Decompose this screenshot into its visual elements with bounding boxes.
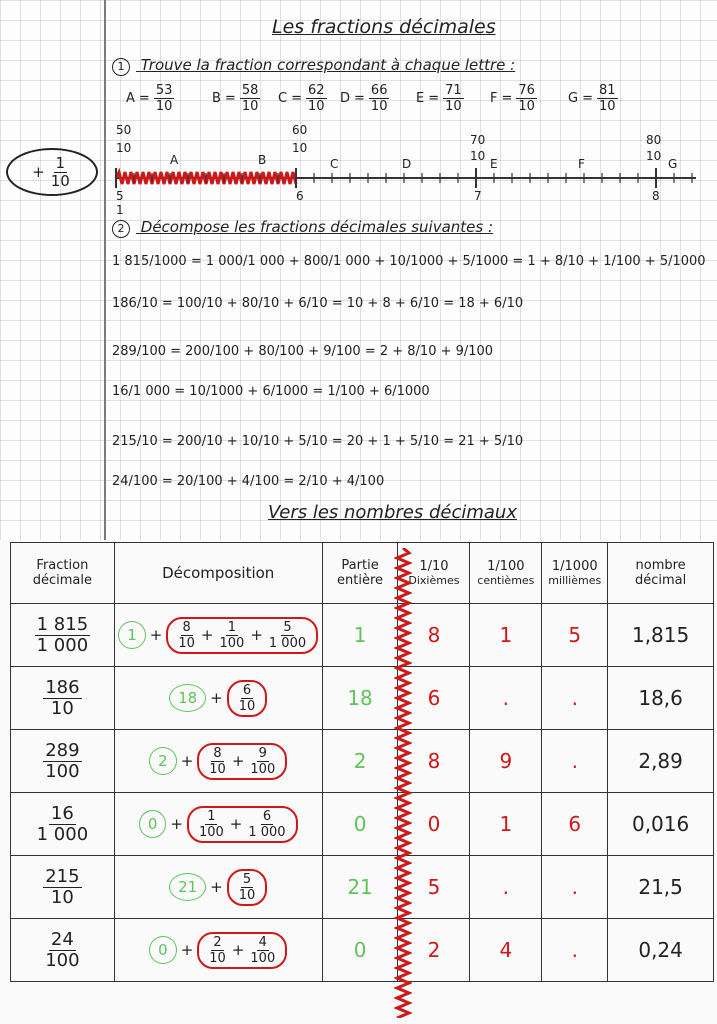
nl-frac-50-den: 10 [116, 141, 132, 155]
centiemes-cell: 1 [470, 793, 542, 856]
nombre-decimal-cell: 21,5 [608, 856, 714, 919]
decomposition-cell: 1 + $\frac{8}{10}$ + $\frac{1}{100}$ + $\frac{5}{1 000}$ [115, 617, 322, 654]
nl-frac-80-den: 10 [646, 149, 662, 163]
decomposition-cell: 18 + $\frac{6}{10}$ [115, 680, 322, 717]
milliemes-cell: . [542, 919, 608, 982]
fraction-cell: $\frac{16}{1 000}$ [11, 793, 115, 856]
decomposition-line: 289/100 = 200/100 + 80/100 + 9/100 = 2 + 8/10 + 9/100 [112, 344, 494, 359]
milliemes-cell: . [542, 730, 608, 793]
integer-part-oval: 1 [118, 621, 146, 649]
nombre-decimal-cell: 0,24 [608, 919, 714, 982]
table-row [11, 793, 714, 856]
decomposition-cell: 2 + $\frac{8}{10}$ + $\frac{9}{100}$ [115, 743, 322, 780]
fraction-cell: $\frac{289}{100}$ [11, 730, 115, 793]
letter-fraction: G = $\frac{81}{10}$ [568, 83, 616, 114]
nl-letter-a: A [170, 153, 179, 167]
centiemes-cell: 4 [470, 919, 542, 982]
dixiemes-cell: 5 [398, 856, 470, 919]
dixiemes-cell: 2 [398, 919, 470, 982]
nl-frac-60-num: 60 [292, 123, 308, 137]
margin-line [104, 0, 106, 540]
nl-letter-g: G [668, 157, 678, 171]
header-decomposition: Décomposition [114, 543, 322, 604]
nl-frac-60-den: 10 [292, 141, 308, 155]
number-line [104, 120, 704, 220]
integer-part-oval: 2 [149, 747, 177, 775]
milliemes-cell: . [542, 856, 608, 919]
decomposition-line: 1 815/1000 = 1 000/1 000 + 800/1 000 + 10/1000 + 5/1000 = 1 + 8/10 + 1/100 + 5/1000 [112, 254, 706, 269]
integer-part-oval: 0 [139, 810, 167, 838]
exercise-2-instruction [112, 218, 493, 238]
integer-part-oval: 21 [169, 873, 206, 901]
table-row [11, 730, 714, 793]
decomposition-line: 16/1 000 = 10/1000 + 6/1000 = 1/100 + 6/1000 [112, 384, 430, 399]
integer-part-oval: 0 [149, 936, 177, 964]
header-milliemes: 1/1000 millièmes [542, 543, 608, 604]
letter-fraction: F = $\frac{76}{10}$ [490, 83, 535, 114]
partie-entiere-cell: 2 [322, 730, 398, 793]
dixiemes-cell: 8 [398, 730, 470, 793]
table-row [11, 667, 714, 730]
table-header-row [11, 543, 714, 604]
fraction-cell: $\frac{24}{100}$ [11, 919, 115, 982]
step-note-oval: + $\frac{1}{10}$ [6, 148, 98, 196]
nl-letter-e: E [490, 157, 498, 171]
letter-fraction: D = $\frac{66}{10}$ [340, 83, 388, 114]
letter-fraction: B = $\frac{58}{10}$ [212, 83, 259, 114]
exercise-1-instruction [112, 56, 515, 76]
centiemes-cell: . [470, 667, 542, 730]
dixiemes-cell: 6 [398, 667, 470, 730]
decimal-table [10, 542, 714, 982]
fraction-part-oval: $\frac{1}{100}$ + $\frac{6}{1 000}$ [187, 806, 298, 843]
decomposition-cell: 0 + $\frac{1}{100}$ + $\frac{6}{1 000}$ [115, 806, 322, 843]
letter-fraction: E = $\frac{71}{10}$ [416, 83, 462, 114]
fraction-part-oval: $\frac{8}{10}$ + $\frac{1}{100}$ + $\frac{5}{1 000}$ [166, 617, 318, 654]
nl-frac-70-num: 70 [470, 133, 486, 147]
nl-int-7: 7 [474, 189, 482, 203]
letter-fraction: C = $\frac{62}{10}$ [278, 83, 325, 114]
table-row [11, 604, 714, 667]
fraction-cell: $\frac{186}{10}$ [11, 667, 115, 730]
page-title: Les fractions décimales [272, 16, 496, 38]
centiemes-cell: 9 [470, 730, 542, 793]
nl-letter-f: F [578, 157, 585, 171]
fraction-part-oval: $\frac{6}{10}$ [227, 680, 268, 717]
milliemes-cell: . [542, 667, 608, 730]
nombre-decimal-cell: 18,6 [608, 667, 714, 730]
milliemes-cell: 6 [542, 793, 608, 856]
exercise-2-number: 2 [112, 220, 130, 238]
header-fraction: Fraction décimale [11, 543, 115, 604]
nl-frac-80-num: 80 [646, 133, 662, 147]
partie-entiere-cell: 0 [322, 919, 398, 982]
integer-part-oval: 18 [169, 684, 206, 712]
partie-entiere-cell: 21 [322, 856, 398, 919]
nl-int-8: 8 [652, 189, 660, 203]
exercise-2-text: Décompose les fractions décimales suivantes : [140, 218, 494, 236]
fraction-part-oval: $\frac{5}{10}$ [227, 869, 268, 906]
fraction-cell: $\frac{1 815}{1 000}$ [11, 604, 115, 667]
header-centiemes: 1/100 centièmes [470, 543, 542, 604]
exercise-1-number: 1 [112, 58, 130, 76]
decomposition-line: 186/10 = 100/10 + 80/10 + 6/10 = 10 + 8 + 6/10 = 18 + 6/10 [112, 296, 524, 311]
header-dixiemes: 1/10 Dixièmes [398, 543, 470, 604]
decomposition-cell: 21 + $\frac{5}{10}$ [115, 869, 322, 906]
dixiemes-cell: 8 [398, 604, 470, 667]
partie-entiere-cell: 1 [322, 604, 398, 667]
table-row [11, 856, 714, 919]
header-nombre: nombre décimal [608, 543, 714, 604]
dixiemes-cell: 0 [398, 793, 470, 856]
table-row [11, 919, 714, 982]
partie-entiere-cell: 18 [322, 667, 398, 730]
section-subtitle: Vers les nombres décimaux [268, 502, 517, 523]
nl-letter-b: B [258, 153, 267, 167]
decomposition-line: 215/10 = 200/10 + 10/10 + 5/10 = 20 + 1 + 5/10 = 21 + 5/10 [112, 434, 524, 449]
fraction-part-oval: $\frac{2}{10}$ + $\frac{4}{100}$ [197, 932, 287, 969]
nl-letter-d: D [402, 157, 412, 171]
nl-letter-c: C [330, 157, 339, 171]
nl-start-num: 5 [116, 189, 124, 203]
centiemes-cell: 1 [470, 604, 542, 667]
nombre-decimal-cell: 1,815 [608, 604, 714, 667]
nl-frac-50-num: 50 [116, 123, 132, 137]
nl-int-6: 6 [296, 189, 304, 203]
fraction-part-oval: $\frac{8}{10}$ + $\frac{9}{100}$ [197, 743, 287, 780]
decimal-separator-zigzag [394, 548, 412, 1018]
header-partie-entiere: Partie entière [322, 543, 398, 604]
exercise-1-text: Trouve la fraction correspondant à chaque lettre : [140, 56, 516, 74]
nl-start-den: 1 [116, 203, 124, 217]
nombre-decimal-cell: 0,016 [608, 793, 714, 856]
centiemes-cell: . [470, 856, 542, 919]
nombre-decimal-cell: 2,89 [608, 730, 714, 793]
fraction-cell: $\frac{215}{10}$ [11, 856, 115, 919]
nl-frac-70-den: 10 [470, 149, 486, 163]
decomposition-line: 24/100 = 20/100 + 4/100 = 2/10 + 4/100 [112, 474, 385, 489]
letter-fraction: A = $\frac{53}{10}$ [126, 83, 173, 114]
partie-entiere-cell: 0 [322, 793, 398, 856]
milliemes-cell: 5 [542, 604, 608, 667]
decomposition-cell: 0 + $\frac{2}{10}$ + $\frac{4}{100}$ [115, 932, 322, 969]
